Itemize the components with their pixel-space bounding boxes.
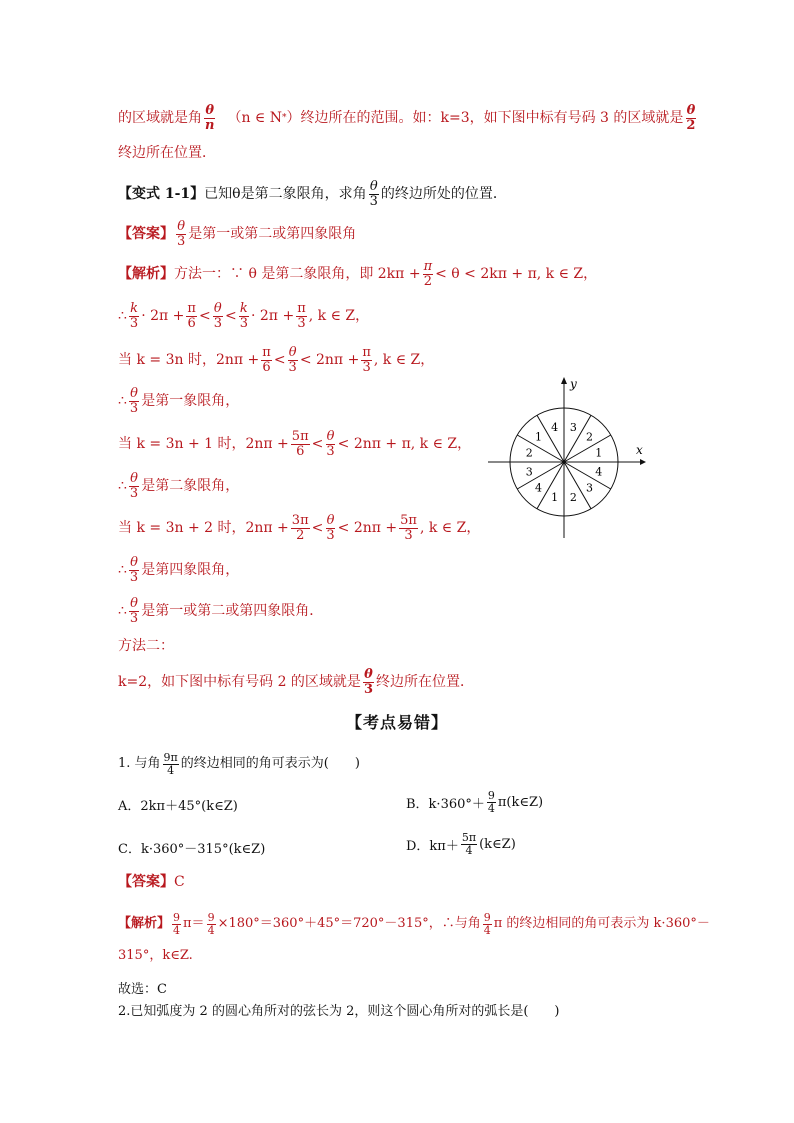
method-2-heading: 方法二： [118,638,174,654]
variant-tag: 【变式 1-1】 [118,186,205,203]
section-title: 【考点易错】 [345,713,448,732]
x-axis-arrow [640,459,646,465]
q1-conclusion: 故选：C [118,982,167,997]
sector-label: 4 [535,481,543,495]
analysis-line: 【解析】 方法一：∵ θ 是第二象限角，即 2kπ + $\frac{\pi}{2}$ < θ < 2kπ + π, k ∈ Z， [118,259,598,289]
sector-label: 2 [569,490,577,504]
result-final: ∴ $\frac{\theta}{3}$ 是第一或第二或第四象限角． [118,596,324,626]
method-2-line: k=2，如下图中标有号码 2 的区域就是 $\frac{\theta}{3}$ 终边所在位置． [118,667,474,697]
case-1: 当 k = 3n 时， 2nπ + $\frac{\pi}{6}$ < $\frac{\theta}{3}$ < 2nπ + $\frac{\pi}{3}$ , k ∈ Z， [118,345,435,375]
analysis-tag: 【解析】 [118,266,174,283]
q1-answer: 【答案】 C [118,874,185,890]
case-3: 当 k = 3n + 2 时， 2nπ + $\frac{3\pi}{2}$ < $\frac{\theta}{3}$ < 2nπ + $\frac{5\pi}{3}$ , k ∈ Z， [118,513,481,543]
sector-label: 1 [551,490,559,504]
sector-label: 4 [595,465,603,479]
step-1: ∴ $\frac{k}{3}$ · 2π + $\frac{\pi}{6}$ < $\frac{\theta}{3}$ < $\frac{k}{3}$ · 2π + $\frac{\pi}{3}$ , k ∈ Z， [118,301,370,331]
intro-line-2: 终边所在位置． [118,145,216,161]
intro-text-a: 的区域就是角 [118,110,202,127]
result-1: ∴ $\frac{\theta}{3}$ 是第一象限角， [118,386,240,416]
sector-label: 3 [525,465,533,479]
intro-text-c: ）终边所在的范围。如：k=3，如下图中标有号码 3 的区域就是 [286,110,684,127]
q1-analysis-cont: 315°，k∈Z. [118,948,193,963]
sector-label: 3 [569,421,577,435]
y-axis-label: y [570,377,577,391]
answer-tag: 【答案】 [118,226,174,243]
sector-label: 2 [585,430,593,444]
y-axis-arrow [561,377,567,384]
result-2: ∴ $\frac{\theta}{3}$ 是第二象限角， [118,471,240,501]
sector-circle-diagram [486,376,646,546]
fraction-theta-2: $\frac{\theta}{2}$ [686,103,696,133]
sector-label: 4 [551,421,559,435]
q1-option-b[interactable]: B．k·360°＋ $\frac{9}{4}$ π(k∈Z) [406,789,544,815]
variant-question: 【变式 1-1】 已知θ是第二象限角，求角 $\frac{\theta}{3}$ 的终边所处的位置． [118,179,507,209]
case-2: 当 k = 3n + 1 时， 2nπ + $\frac{5\pi}{6}$ < $\frac{\theta}{3}$ < 2nπ + π, k ∈ Z， [118,429,472,459]
q1-analysis: 【解析】 $\frac{9}{4}$ π＝ $\frac{9}{4}$ ×180°＝360°＋45°＝720°－315°，∴与角 $\frac{9}{4}$ π 的终边相同的角可表示为 k·360°－ [118,911,710,937]
sector-label: 2 [525,446,533,460]
q1-option-c[interactable]: C．k·360°－315°(k∈Z) [118,842,266,857]
q1-stem: 1. 与角 $\frac{9\pi}{4}$ 的终边相同的角可表示为( ) [118,751,360,777]
fraction-theta-n: $\frac{\theta}{n}$ [205,103,215,133]
q2-stem: 2.已知弧度为 2 的圆心角所对的弦长为 2，则这个圆心角所对的弧长是( ) [118,1004,560,1019]
result-3: ∴ $\frac{\theta}{3}$ 是第四象限角， [118,555,240,585]
intro-text-b: （n ∈ N [227,110,282,127]
intro-line-1: 的区域就是角 $\frac{\theta}{n}$ （n ∈ N * ）终边所在的范围。如：k=3，如下图中标有号码 3 的区域就是 $\frac{\theta}{2}$ [118,103,696,133]
answer-line: 【答案】 $\frac{\theta}{3}$ 是第一或第二或第四象限角 [118,219,357,249]
sector-label: 3 [585,481,593,495]
x-axis-label: x [636,443,643,457]
sector-label: 1 [535,430,543,444]
sector-label: 1 [595,446,603,460]
q1-option-d[interactable]: D．kπ＋ $\frac{5\pi}{4}$ (k∈Z) [406,831,516,857]
q1-option-a[interactable]: A．2kπ＋45°(k∈Z) [118,799,238,814]
